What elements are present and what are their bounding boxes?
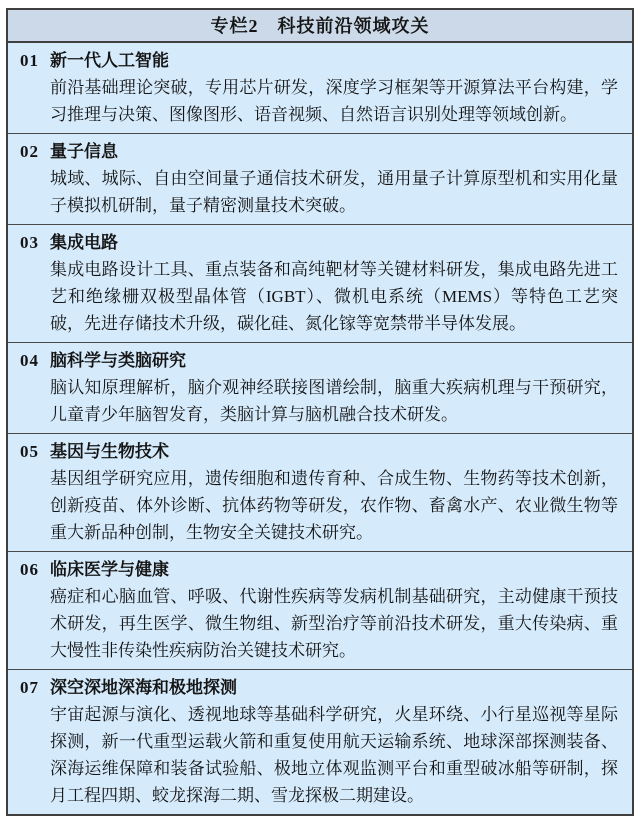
section-body: 城域、城际、自由空间量子通信技术研发，通用量子计算原型机和实用化量子模拟机研制，量子精密测量技术突破。 <box>50 169 618 215</box>
section-heading: 量子信息 <box>50 142 118 161</box>
section-04 <box>8 343 632 434</box>
section-number: 03 <box>20 233 39 252</box>
box-title: 专栏2 科技前沿领域攻关 <box>8 10 632 43</box>
section-heading-row <box>20 438 618 465</box>
section-02 <box>8 134 632 225</box>
section-number: 07 <box>20 678 39 697</box>
section-heading: 新一代人工智能 <box>50 51 169 70</box>
section-number: 05 <box>20 442 39 461</box>
section-body: 脑认知原理解析，脑介观神经联接图谱绘制，脑重大疾病机理与干预研究，儿童青少年脑智发育，类脑计算与脑机融合技术研发。 <box>50 378 618 424</box>
section-heading-row <box>20 556 618 583</box>
section-heading: 临床医学与健康 <box>50 560 169 579</box>
section-01 <box>8 43 632 134</box>
section-body: 集成电路设计工具、重点装备和高纯靶材等关键材料研发，集成电路先进工艺和绝缘栅双极型晶体管（IGBT）、微机电系统（MEMS）等特色工艺突破，先进存储技术升级，碳化硅、氮化镓等宽禁带半导体发展。 <box>50 260 618 333</box>
section-heading-row <box>20 347 618 374</box>
section-heading: 集成电路 <box>50 233 118 252</box>
section-heading: 深空深地深海和极地探测 <box>50 678 237 697</box>
section-06 <box>8 552 632 670</box>
section-number: 02 <box>20 142 39 161</box>
section-heading: 基因与生物技术 <box>50 442 169 461</box>
section-heading-row <box>20 674 618 701</box>
feature-box <box>6 8 634 816</box>
section-number: 01 <box>20 51 39 70</box>
section-heading-row <box>20 138 618 165</box>
section-number: 06 <box>20 560 39 579</box>
section-heading: 脑科学与类脑研究 <box>50 351 186 370</box>
section-body: 基因组学研究应用，遗传细胞和遗传育种、合成生物、生物药等技术创新，创新疫苗、体外诊断、抗体药物等研发，农作物、畜禽水产、农业微生物等重大新品种创制，生物安全关键技术研究。 <box>50 469 618 542</box>
section-03 <box>8 225 632 343</box>
section-05 <box>8 434 632 552</box>
section-body: 宇宙起源与演化、透视地球等基础科学研究，火星环绕、小行星巡视等星际探测，新一代重型运载火箭和重复使用航天运输系统、地球深部探测装备、深海运维保障和装备试验船、极地立体观监测平台和重型破冰船等研制，探月工程四期、蛟龙探海二期、雪龙探极二期建设。 <box>50 705 618 805</box>
section-body: 癌症和心脑血管、呼吸、代谢性疾病等发病机制基础研究，主动健康干预技术研发，再生医学、微生物组、新型治疗等前沿技术研发，重大传染病、重大慢性非传染性疾病防治关键技术研究。 <box>50 587 618 660</box>
section-heading-row <box>20 47 618 74</box>
section-body: 前沿基础理论突破，专用芯片研发，深度学习框架等开源算法平台构建，学习推理与决策、图像图形、语音视频、自然语言识别处理等领域创新。 <box>50 78 618 124</box>
section-heading-row <box>20 229 618 256</box>
section-number: 04 <box>20 351 39 370</box>
section-07 <box>8 670 632 814</box>
